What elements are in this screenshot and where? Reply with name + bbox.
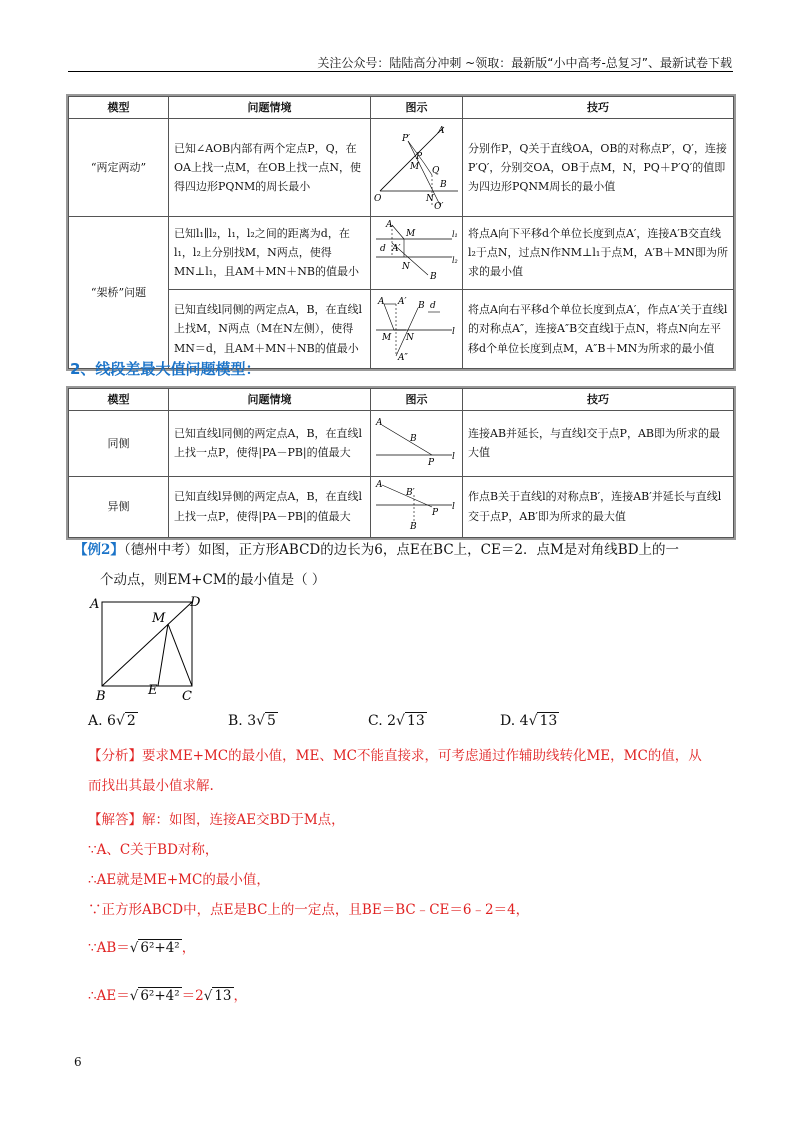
situation-cell: 已知直线l同侧的两定点A，B，在直线l上找M，N两点（M在N左侧），使得MN＝d，且AM＋MN＋NB的值最小 <box>169 289 371 368</box>
svg-text:A′: A′ <box>391 243 401 254</box>
diagram <box>372 411 462 469</box>
col-header-situation: 问题情境 <box>169 97 371 119</box>
svg-text:N: N <box>425 194 434 205</box>
svg-text:P: P <box>415 152 422 163</box>
svg-text:B: B <box>409 434 417 445</box>
example-line-1 <box>74 538 679 558</box>
solution-line-5: ∵AB＝√ 6²+4² ， <box>88 940 196 956</box>
label-d: D <box>190 595 201 610</box>
svg-text:A: A <box>385 219 392 230</box>
analysis-line-1: 【分析】要求ME+MC的最小值，ME、MC不能直接求，可考虑通过作辅助线转化ME，MC的值，从 <box>88 748 702 764</box>
svg-text:A: A <box>375 418 382 429</box>
situation-cell: 已知直线l异侧的两定点A，B，在直线l上找一点P，使得|PA－PB|的值最大 <box>169 476 371 537</box>
svg-text:d: d <box>379 243 386 254</box>
col-header-tip: 技巧 <box>463 97 734 119</box>
col-header-model: 模型 <box>69 389 169 411</box>
example-line-2: 个动点，则EM+CM的最小值是（ ） <box>100 572 326 588</box>
label-b: B <box>96 689 106 704</box>
analysis-line-2: 而找出其最小值求解. <box>88 778 214 794</box>
model-cell: “两定两动” <box>69 119 169 216</box>
col-header-tip: 技巧 <box>463 389 734 411</box>
svg-text:l: l <box>451 452 455 463</box>
label-a: A <box>90 597 100 612</box>
choice-a[interactable]: A. 6√ 2 <box>88 713 136 729</box>
max-difference-model-table <box>66 386 736 540</box>
figure-bridge-2 <box>371 289 463 368</box>
choice-d[interactable]: D. 4√ 13 <box>500 713 558 729</box>
situation-cell: 已知l₁∥l₂，l₁，l₂之间的距离为d，在l₁，l₂上分别找M，N两点，使得MN⊥l₁，且AM＋MN＋NB的值最小 <box>169 216 371 289</box>
solution-line-6: ∴AE＝√ 6²+4² ＝2√ 13 ， <box>88 988 248 1004</box>
svg-text:N: N <box>401 261 410 272</box>
example-source: （德州中考） <box>123 542 199 558</box>
tip-cell: 将点A向下平移d个单位长度到点A′，连接A′B交直线l₂于点N，过点N作NM⊥l₁于点M，A′B＋MN即为所求的最小值 <box>463 216 734 289</box>
solution-line-3: ∴AE就是ME+MC的最小值， <box>88 872 270 888</box>
page-number: 6 <box>74 1055 82 1069</box>
tip-cell: 将点A向右平移d个单位长度到点A′，作点A′关于直线l的对称点A″，连接A″B交直线l于点N，将点N向左平移d个单位长度到点M，A″B＋MN为所求的最小值 <box>463 289 734 368</box>
svg-text:M: M <box>409 162 419 173</box>
solution-line-1: 【解答】解：如图，连接AE交BD于M点， <box>88 812 345 828</box>
svg-text:B: B <box>429 271 437 282</box>
svg-text:l₂: l₂ <box>451 255 458 265</box>
model-cell: “架桥”问题 <box>69 216 169 369</box>
svg-text:A: A <box>375 479 382 490</box>
col-header-figure: 图示 <box>371 97 463 119</box>
example-tag: 【例2】 <box>74 542 124 558</box>
section-title: 2、线段差最大值问题模型： <box>70 360 261 378</box>
page-header: 关注公众号：陆陆高分冲刺 ~领取：最新版“小中高考-总复习”、最新试卷下载 <box>317 56 732 70</box>
col-header-model: 模型 <box>69 97 169 119</box>
diagram <box>372 119 462 209</box>
square-figure <box>86 592 216 704</box>
svg-text:l: l <box>451 501 455 512</box>
svg-text:Q: Q <box>431 166 439 177</box>
figure-same-side <box>371 411 463 476</box>
svg-text:B′: B′ <box>405 487 415 498</box>
choice-c[interactable]: C. 2√ 13 <box>368 713 425 729</box>
svg-text:l₁: l₁ <box>451 229 458 239</box>
tip-cell: 作点B关于直线l的对称点B′，连接AB′并延长与直线l交于点P，AB′即为所求的最大值 <box>463 476 734 537</box>
diagram <box>372 217 462 283</box>
col-header-figure: 图示 <box>371 389 463 411</box>
example-text: 如图，正方形ABCD的边长为6，点E在BC上，CE＝2．点M是对角线BD上的一 <box>198 542 680 558</box>
figure-two-fixed-two-moving <box>371 119 463 216</box>
svg-text:B: B <box>409 521 417 531</box>
svg-text:P′: P′ <box>401 134 410 145</box>
svg-text:P: P <box>431 507 438 518</box>
solution-line-4: ∵正方形ABCD中，点E是BC上的一定点，且BE＝BC﹣CE＝6﹣2＝4， <box>88 902 530 918</box>
svg-text:O: O <box>373 194 381 205</box>
model-cell: 异侧 <box>69 476 169 537</box>
svg-text:M: M <box>381 332 391 343</box>
choice-b[interactable]: B. 3√ 5 <box>228 713 276 729</box>
svg-text:B: B <box>439 180 447 191</box>
svg-text:A: A <box>437 126 444 137</box>
solution-line-2: ∵A、C关于BD对称， <box>88 842 219 858</box>
header-rule <box>68 71 733 72</box>
svg-text:l: l <box>451 326 455 337</box>
label-c: C <box>182 689 192 704</box>
situation-cell: 已知∠AOB内部有两个定点P，Q，在OA上找一点M，在OB上找一点N，使得四边形PQNM的周长最小 <box>169 119 371 216</box>
svg-text:d: d <box>429 300 436 311</box>
situation-cell: 已知直线l同侧的两定点A，B，在直线l上找一点P，使得|PA－PB|的值最大 <box>169 411 371 476</box>
min-value-model-table <box>66 94 736 371</box>
figure-opposite-side <box>371 476 463 537</box>
tip-cell: 分别作P，Q关于直线OA，OB的对称点P′，Q′，连接P′Q′，分别交OA，OB于点M，N，PQ＋P′Q′的值即为四边形PQNM周长的最小值 <box>463 119 734 216</box>
tip-cell: 连接AB并延长，与直线l交于点P，AB即为所求的最大值 <box>463 411 734 476</box>
svg-text:A″: A″ <box>397 352 408 362</box>
label-m: M <box>152 611 166 626</box>
svg-text:Q′: Q′ <box>433 202 443 210</box>
diagram <box>372 290 462 362</box>
col-header-situation: 问题情境 <box>169 389 371 411</box>
svg-text:B: B <box>417 300 425 311</box>
diagram <box>372 477 462 531</box>
svg-text:M: M <box>405 228 415 239</box>
model-cell: 同侧 <box>69 411 169 476</box>
svg-text:P: P <box>427 458 434 469</box>
label-e: E <box>148 683 158 698</box>
svg-text:A′: A′ <box>397 296 407 307</box>
svg-text:N: N <box>405 332 414 343</box>
figure-bridge-1 <box>371 216 463 289</box>
svg-text:A: A <box>377 296 384 307</box>
